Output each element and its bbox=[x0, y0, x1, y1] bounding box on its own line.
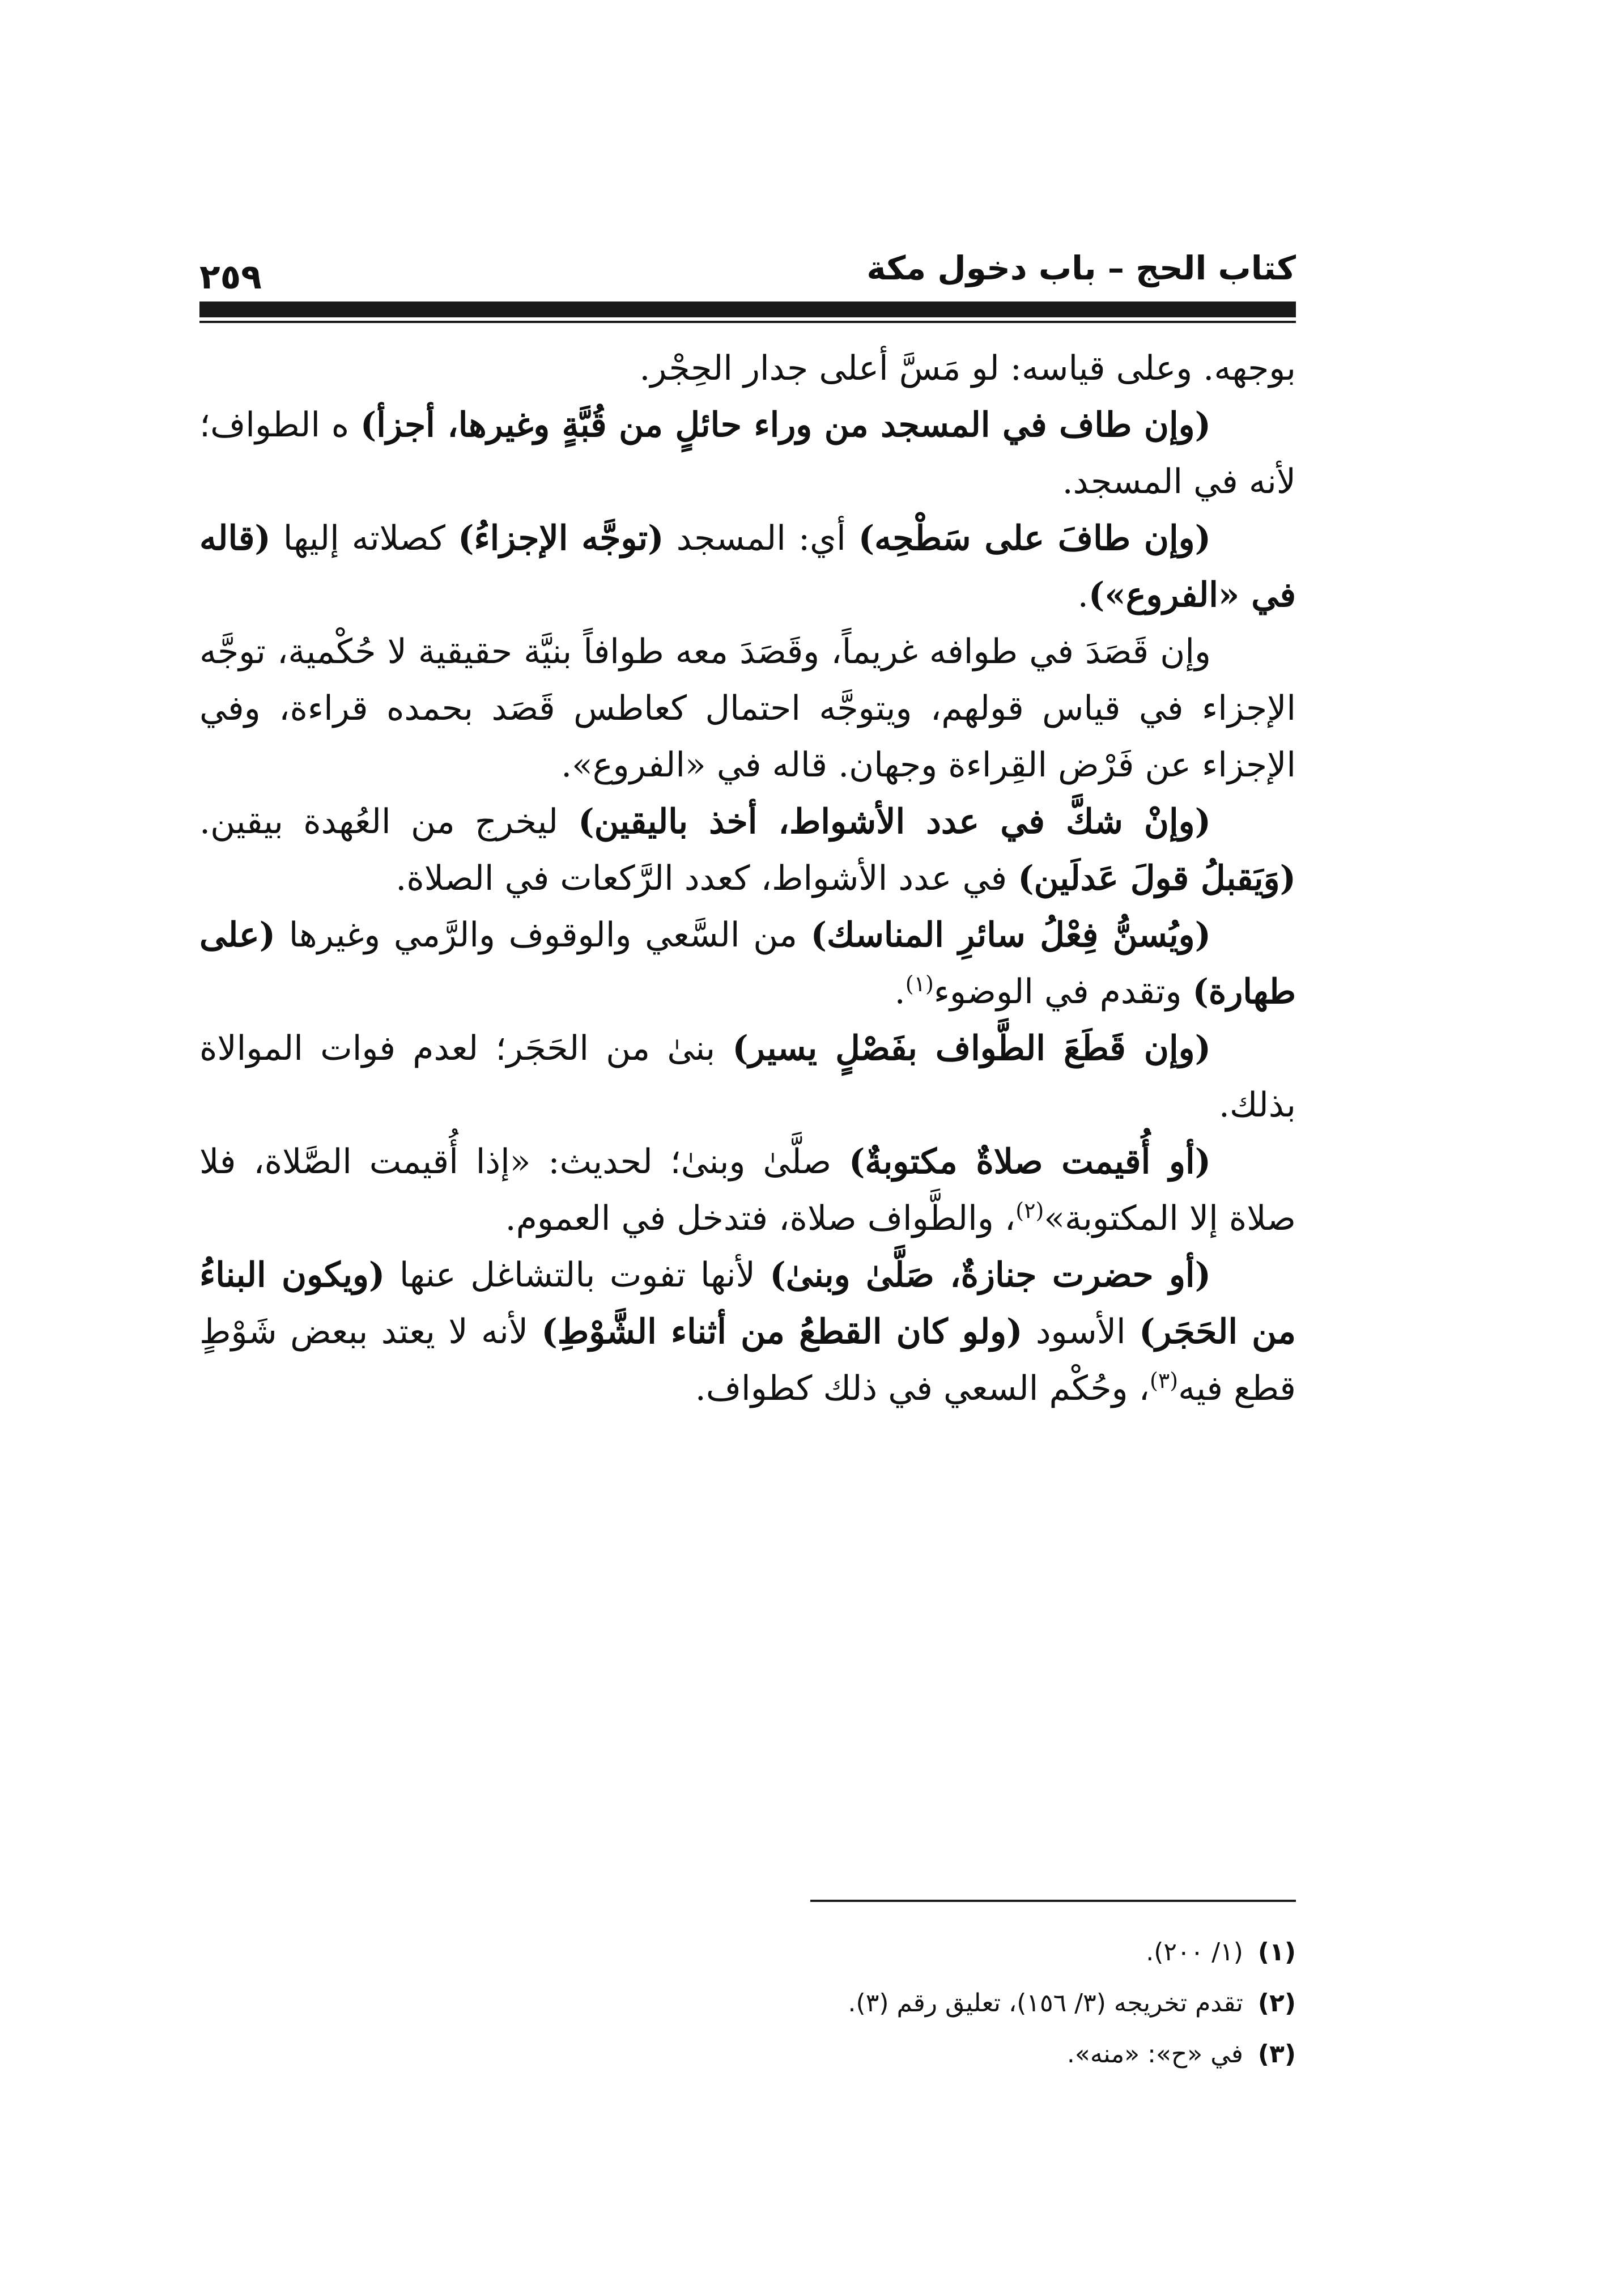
text-run: ليخرج من العُهدة بيقين. bbox=[199, 802, 579, 842]
text-run: في عدد الأشواط، كعدد الرَّكعات في الصلاة. bbox=[396, 859, 1018, 898]
paragraph bbox=[199, 907, 1296, 1020]
text-run: لأنها تفوت بالتشاغل عنها bbox=[385, 1255, 770, 1295]
footnote-number: (٢) bbox=[1257, 1989, 1296, 2018]
bold-phrase: (وإن طاف في المسجد من وراء حائلٍ من قُبَّةٍ وغيرها، أجزأ) bbox=[360, 405, 1211, 445]
body-text bbox=[199, 340, 1296, 1417]
text-run: . bbox=[1077, 575, 1089, 615]
footnote-text: تقدم تخريجه (٣/ ١٥٦)، تعليق رقم (٣). bbox=[848, 1989, 1243, 2018]
bold-phrase: (على طهارة) bbox=[199, 915, 1296, 1012]
bold-phrase: (أو حضرت جنازةٌ، صَلَّىٰ وبنىٰ) bbox=[770, 1255, 1211, 1295]
text-run: ه الطواف؛ لأنه في المسجد. bbox=[199, 405, 1296, 502]
footnotes bbox=[623, 1927, 1296, 2080]
footnote-text: في «ح»: «منه». bbox=[1066, 2040, 1243, 2069]
footnote-marker: (١) bbox=[905, 971, 934, 996]
page-number: ٢٥٩ bbox=[199, 257, 262, 297]
footnote-marker: (٢) bbox=[1015, 1198, 1044, 1223]
bold-phrase: (وإن قَطَعَ الطَّواف بفَصْلٍ يسير) bbox=[732, 1029, 1211, 1068]
text-run: ، وحُكْم السعي في ذلك كطواف. bbox=[695, 1369, 1150, 1408]
bold-phrase: (وَيَقبلُ قولَ عَدلَين) bbox=[1018, 859, 1296, 898]
text-run: كصلاته إليها bbox=[270, 519, 458, 558]
bold-phrase: (ولو كان القطعُ من أثناء الشَّوْطِ) bbox=[541, 1312, 1023, 1352]
footnote bbox=[623, 2029, 1296, 2080]
footnote-number: (١) bbox=[1257, 1938, 1296, 1967]
bold-phrase: (توجَّه الإجزاءُ) bbox=[458, 519, 664, 558]
text-run: وتقدم في الوضوء bbox=[933, 972, 1193, 1012]
header-title: كتاب الحج – باب دخول مكة bbox=[866, 249, 1296, 287]
text-run: من السَّعي والوقوف والرَّمي وغيرها bbox=[275, 915, 811, 955]
footnote-marker: (٣) bbox=[1150, 1368, 1179, 1393]
bold-phrase: (وإن طافَ على سَطْحِه) bbox=[858, 519, 1211, 558]
footnote bbox=[623, 1927, 1296, 1978]
text-run: بنىٰ من الحَجَر؛ لعدم فوات الموالاة بذلك. bbox=[199, 1029, 1296, 1125]
text-run: أي: المسجد bbox=[664, 519, 858, 558]
footnote-text: (١/ ٢٠٠). bbox=[1146, 1938, 1243, 1967]
footnote-separator bbox=[810, 1900, 1296, 1902]
bold-phrase: (وإنْ شكَّ في عدد الأشواط، أخذ باليقين) bbox=[578, 802, 1211, 842]
bold-phrase: (أو أُقيمت صلاةٌ مكتوبةٌ) bbox=[849, 1142, 1211, 1182]
text-run: بوجهه. وعلى قياسه: لو مَسَّ أعلى جدار الحِجْر. bbox=[639, 349, 1296, 388]
footnote-number: (٣) bbox=[1257, 2040, 1296, 2069]
text-run: ، والطَّواف صلاة، فتدخل في العموم. bbox=[505, 1199, 1016, 1238]
text-run: الأسود bbox=[1022, 1312, 1140, 1352]
bold-phrase: (ويكون البناءُ من الحَجَر) bbox=[199, 1255, 1296, 1352]
paragraph bbox=[199, 510, 1296, 623]
paragraph bbox=[199, 623, 1296, 793]
text-run: لأنه لا يعتد ببعض شَوْطٍ قطع فيه bbox=[199, 1312, 1296, 1408]
header-rule-thin bbox=[199, 321, 1296, 323]
paragraph bbox=[199, 793, 1296, 907]
text-run: وإن قَصَدَ في طوافه غريماً، وقَصَدَ معه طوافاً بنيَّة حقيقية لا حُكْمية، توجَّه الإجزاء في قياس قولهم، ويتوجَّه احتمال كعاطس قَصَد بحمده قراءة، وفي الإجزاء عن فَرْض القِراءة وجهان. قاله في «الفروع». bbox=[199, 632, 1296, 785]
text-run: صلَّىٰ وبنىٰ؛ لحديث: «إذا أُقيمت الصَّلاة، فلا صلاة إلا المكتوبة» bbox=[199, 1142, 1296, 1238]
paragraph bbox=[199, 397, 1296, 510]
paragraph bbox=[199, 1247, 1296, 1417]
bold-phrase: (قاله في «الفروع») bbox=[199, 519, 1296, 615]
paragraph bbox=[199, 1133, 1296, 1247]
paragraph bbox=[199, 340, 1296, 397]
paragraph bbox=[199, 1020, 1296, 1133]
running-header bbox=[199, 237, 1296, 299]
text-run: . bbox=[894, 972, 905, 1012]
footnote bbox=[623, 1978, 1296, 2029]
header-rule bbox=[199, 302, 1296, 317]
bold-phrase: (ويُسنُّ فِعْلُ سائرِ المناسك) bbox=[810, 915, 1211, 955]
